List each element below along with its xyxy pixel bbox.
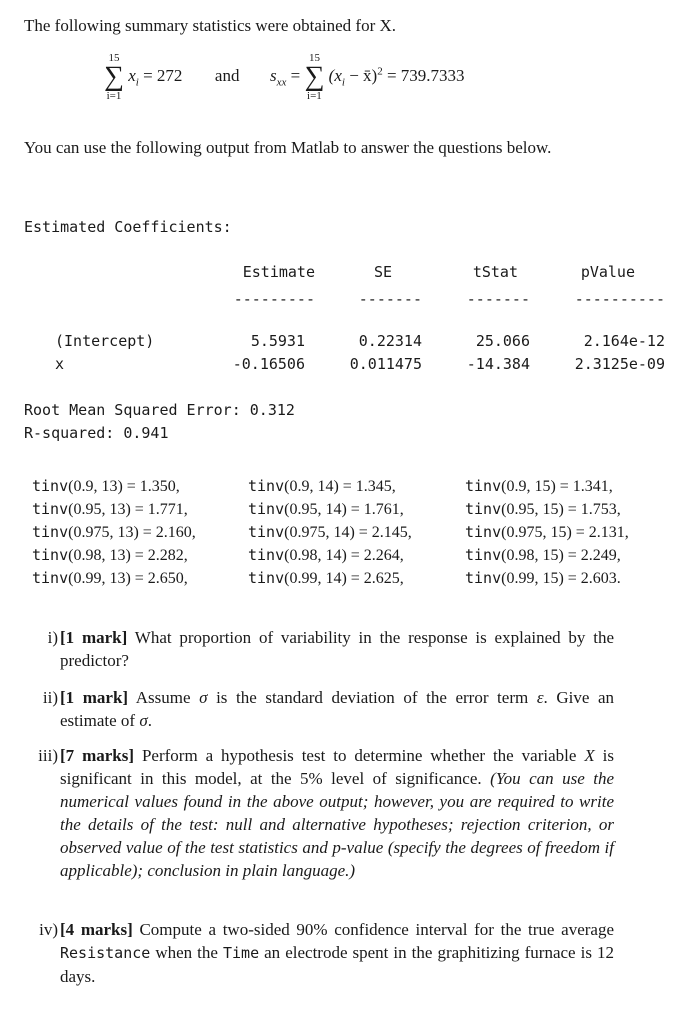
tinv-entry: tinv(0.975, 13) = 2.160, [32,523,196,541]
summary-formula: 15 ∑ i=1 $x_i = 272$ and $s_{xx}$ = 15 ∑ i=1 ($x_i$ − x̄)$^2$ = 739.7333 [104,52,465,102]
dash-estimate: --------- [233,290,315,308]
cell-tstat: 25.066 [475,332,530,350]
tinv-entry: tinv(0.975, 15) = 2.131, [465,523,629,541]
tinv-entry: tinv(0.98, 14) = 2.264, [248,546,404,564]
output-heading: Estimated Coefficients: [24,218,232,236]
sum-symbol: 15 ∑ i=1 [104,52,124,102]
tinv-entry: tinv(0.99, 13) = 2.650, [32,569,188,587]
row-name-intercept: (Intercept) [55,332,155,350]
rmse-line: Root Mean Squared Error: 0.312 [24,401,295,419]
tinv-entry: tinv(0.975, 14) = 2.145, [248,523,412,541]
dash-pvalue: ---------- [574,290,665,308]
cell-estimate: 5.5931 [250,332,305,350]
question-ii: ii) [1 mark] Assume σ is the standard deviation of the error term ε. Give an estimate of σ. [42,688,615,730]
matlab-intro: You can use the following output from Matlab to answer the questions below. [24,138,552,157]
tinv-entry: tinv(0.95, 14) = 1.761, [248,500,404,518]
tinv-entry: tinv(0.9, 13) = 1.350, [32,477,180,495]
tinv-column-13 [32,475,196,590]
question-i: i) [1 mark] What proportion of variability in the response is explained by the predictor? [47,628,614,670]
tinv-entry: tinv(0.99, 14) = 2.625, [248,569,404,587]
cell-se: 0.22314 [358,332,422,350]
col-header-pvalue: pValue [580,263,635,281]
cell-pvalue: 2.164e-12 [583,332,665,350]
row-name-x: x [55,355,65,373]
tinv-entry: tinv(0.99, 15) = 2.603. [465,569,621,587]
question-iii: iii) [7 marks] Perform a hypothesis test to determine whether the variable X is significant in this model, at the 5% level of significance. (You can use the numerical values found in the above output; however, you are required to write the details of the test: null and alternative hypotheses; rejection criterion, or observed value of the test statistics and p-value (specify the degrees of freedom if applicable); conclusion in plain language.) [38,746,615,880]
cell-se: 0.011475 [349,355,422,373]
dash-se: ------- [358,290,422,308]
tinv-column-15 [465,475,629,590]
cell-tstat: -14.384 [466,355,530,373]
intro-text: The following summary statistics were obtained for X. [24,16,397,35]
tinv-entry: tinv(0.95, 15) = 1.753, [465,500,621,518]
tinv-entry: tinv(0.98, 15) = 2.249, [465,546,621,564]
question-iv: iv) [4 marks] Compute a two-sided 90% confidence interval for the true average Resistance when the Time an electrode spent in the graphitizing furnace is 12 days. [39,920,614,986]
tinv-entry: tinv(0.9, 15) = 1.341, [465,477,613,495]
tinv-entry: tinv(0.98, 13) = 2.282, [32,546,188,564]
tinv-entry: tinv(0.95, 13) = 1.771, [32,500,188,518]
col-header-se: SE [373,263,392,281]
dash-tstat: ------- [466,290,530,308]
rsquared-line: R-squared: 0.941 [24,424,169,442]
col-header-tstat: tStat [472,263,518,281]
col-header-estimate: Estimate [242,263,315,281]
tinv-entry: tinv(0.9, 14) = 1.345, [248,477,396,495]
tinv-column-14 [248,475,412,590]
cell-estimate: -0.16506 [232,355,305,373]
cell-pvalue: 2.3125e-09 [574,355,665,373]
sum-symbol-2: 15 ∑ i=1 [304,52,325,102]
